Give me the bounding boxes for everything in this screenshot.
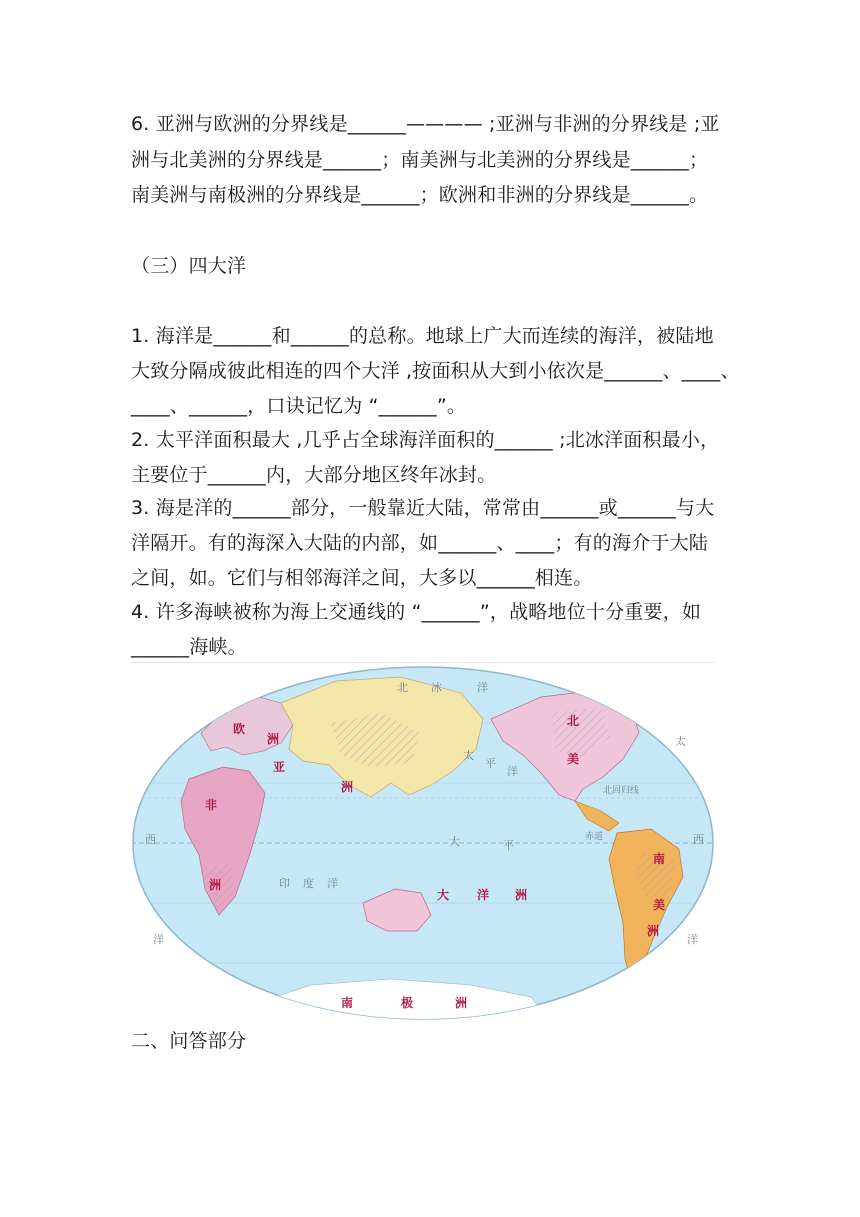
svg-text:美: 美 xyxy=(567,752,580,766)
q6-line-2: 洲与北美洲的分界线是______；南美洲与北美洲的分界线是______； xyxy=(131,149,709,171)
q2-line-1: 2. 太平洋面积最大 ,几乎占全球海洋面积的______ ;北冰洋面积最小， xyxy=(131,429,720,451)
svg-text:洋: 洋 xyxy=(477,681,488,694)
section-heading-qa: 二、问答部分 xyxy=(131,1030,247,1052)
q3-line-1: 3. 海是洋的______部分，一般靠近大陆，常常由______或______与大 xyxy=(131,497,715,519)
svg-text:度: 度 xyxy=(303,877,314,890)
tropic-label: 北回归线 xyxy=(603,786,640,796)
svg-text:洋: 洋 xyxy=(327,877,338,890)
svg-text:平: 平 xyxy=(503,839,514,852)
q1-line-1: 1. 海洋是______和______的总称。地球上广大而连续的海洋，被陆地 xyxy=(131,325,714,347)
svg-text:洲: 洲 xyxy=(515,888,528,902)
svg-text:西: 西 xyxy=(693,833,704,846)
svg-text:大: 大 xyxy=(449,835,460,848)
q6-line-1: 6. 亚洲与欧洲的分界线是______———— ;亚洲与非洲的分界线是 ;亚 xyxy=(131,113,720,135)
svg-text:太: 太 xyxy=(463,749,474,762)
svg-text:大: 大 xyxy=(437,888,450,902)
svg-text:洲: 洲 xyxy=(209,878,222,892)
q3-line-3: 之间，如。它们与相邻海洋之间，大多以______相连。 xyxy=(131,567,593,589)
svg-text:西: 西 xyxy=(145,833,156,846)
svg-text:洋: 洋 xyxy=(687,933,698,946)
ocean-label-pacific-east: 太 xyxy=(675,735,686,748)
q1-line-2: 大致分隔成彼此相连的四个大洋 ,按面积从大到小依次是______、____、 xyxy=(131,360,740,382)
svg-text:亚: 亚 xyxy=(273,760,286,774)
section-heading-four-oceans: （三）四大洋 xyxy=(131,255,247,277)
svg-text:洋: 洋 xyxy=(507,765,518,778)
svg-text:美: 美 xyxy=(653,898,666,912)
q4-line-2: ______海峡。 xyxy=(131,636,247,658)
q1-line-3: ____、______，口诀记忆为 “______”。 xyxy=(131,395,467,417)
world-map-figure xyxy=(131,662,715,1023)
svg-text:平: 平 xyxy=(485,757,496,770)
equator-label: 赤道 xyxy=(585,832,604,842)
svg-text:北: 北 xyxy=(397,681,408,694)
svg-text:非: 非 xyxy=(205,798,218,812)
svg-text:南: 南 xyxy=(341,996,354,1010)
svg-text:洲: 洲 xyxy=(267,732,280,746)
svg-text:印: 印 xyxy=(279,877,290,890)
svg-text:欧: 欧 xyxy=(233,722,246,736)
svg-text:冰: 冰 xyxy=(431,681,442,694)
svg-text:洋: 洋 xyxy=(477,888,490,902)
svg-text:洋: 洋 xyxy=(153,933,164,946)
q6-line-3: 南美洲与南极洲的分界线是______；欧洲和非洲的分界线是______。 xyxy=(131,184,709,206)
svg-text:北: 北 xyxy=(567,714,580,728)
q3-line-2: 洋隔开。有的海深入大陆的内部，如______、____；有的海介于大陆 xyxy=(131,532,709,554)
ocean-label-indian xyxy=(279,876,338,890)
svg-text:洲: 洲 xyxy=(647,924,660,938)
svg-text:洲: 洲 xyxy=(455,996,468,1010)
svg-text:南: 南 xyxy=(653,852,666,866)
svg-text:极: 极 xyxy=(401,996,414,1010)
svg-text:洲: 洲 xyxy=(341,780,354,794)
q4-line-1: 4. 许多海峡被称为海上交通线的 “______”，战略地位十分重要，如 xyxy=(131,601,702,623)
world-map xyxy=(131,663,715,1023)
q2-line-2: 主要位于______内，大部分地区终年冰封。 xyxy=(131,464,497,486)
